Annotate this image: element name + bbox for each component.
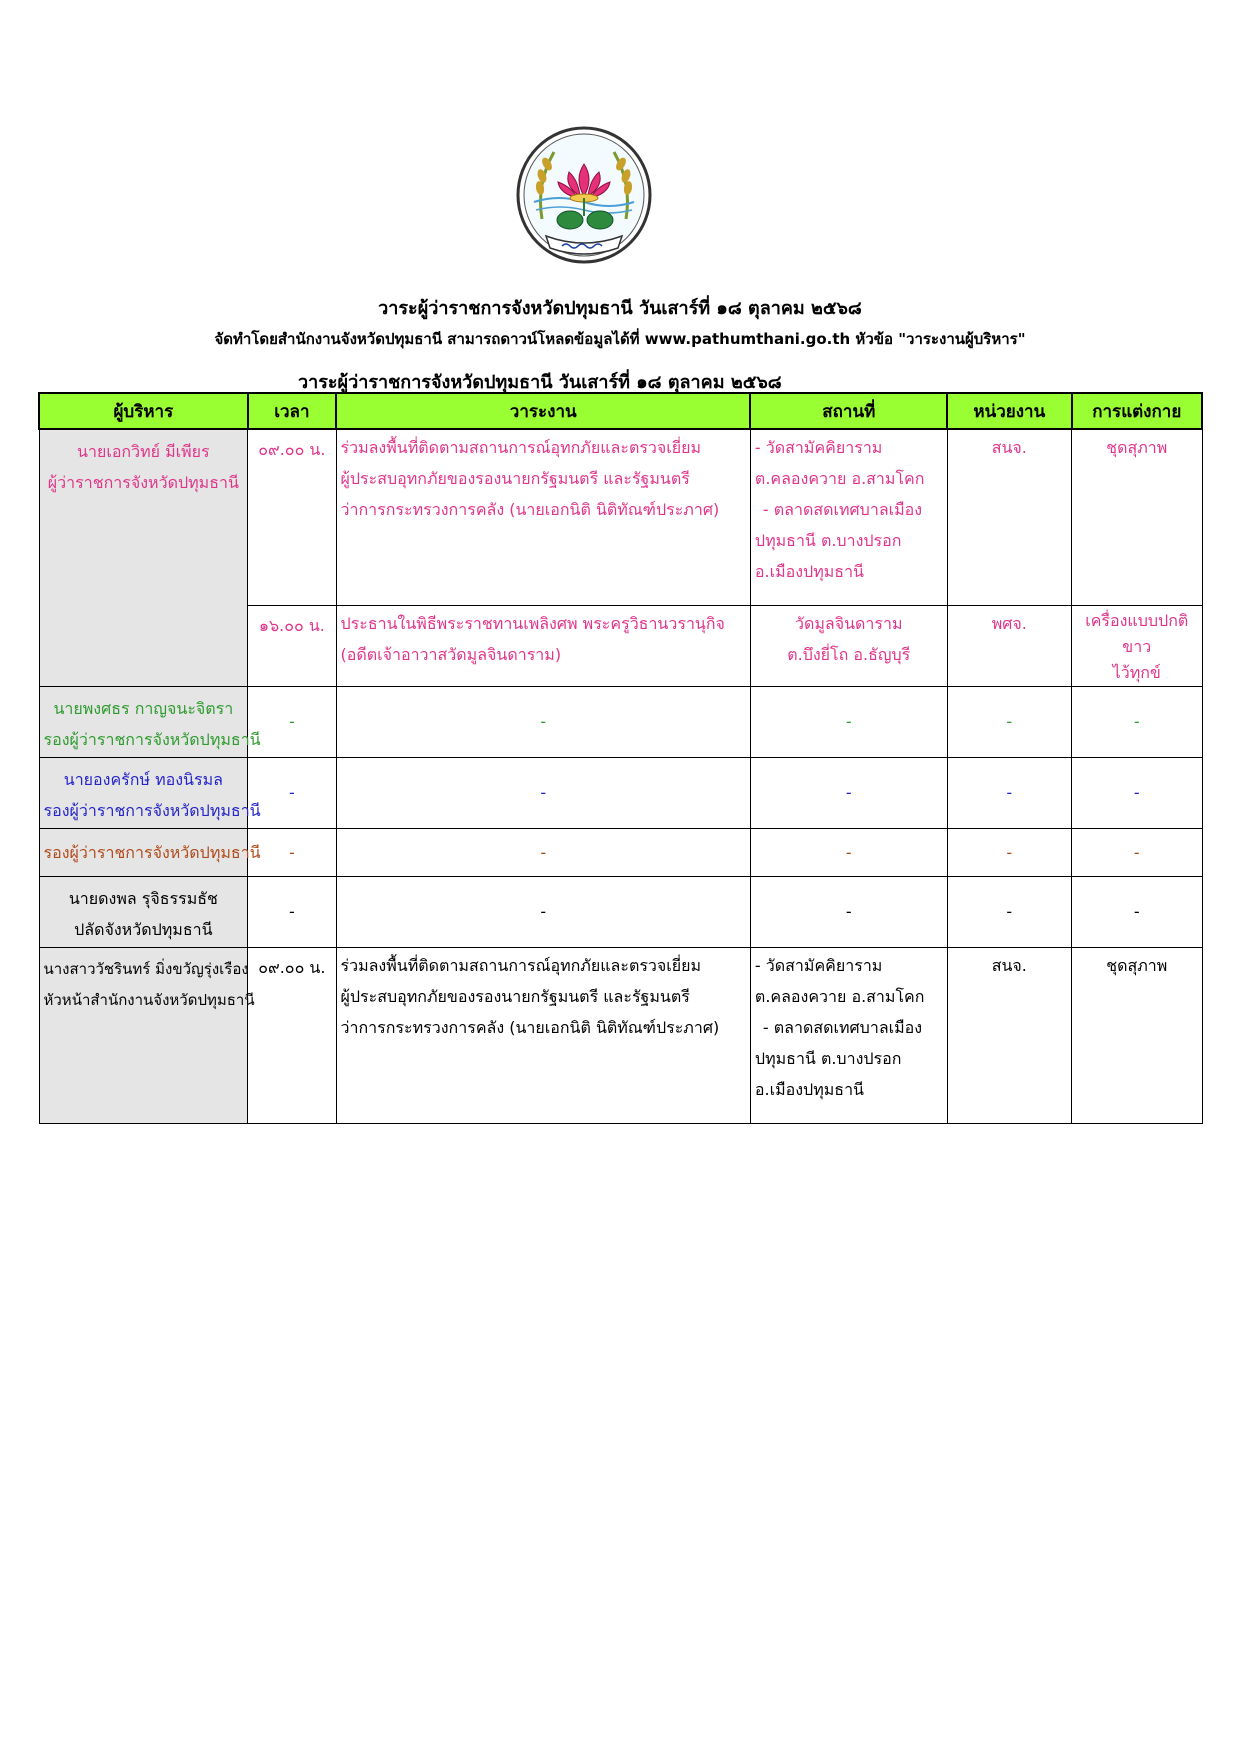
executive-name: นางสาววัชรินทร์ มิ่งขวัญรุ่งเรือง (43, 959, 249, 978)
place-line: อ.เมืองปทุมธานี (754, 562, 864, 581)
task-line: ว่าการกระทรวงการคลัง (นายเอกนิติ นิติทัณฑ์ประภาศ) (340, 500, 720, 519)
executive-name: นายเอกวิทย์ มีเพียร (77, 442, 210, 461)
executive-name: นายองครักษ์ ทองนิรมล (63, 769, 223, 789)
place-cell: - (750, 876, 947, 947)
dress-cell: ชุดสุภาพ (1072, 947, 1202, 1123)
task-line: ร่วมลงพื้นที่ติดตามสถานการณ์อุทกภัยและตรวจเยี่ยม (340, 955, 702, 975)
table-header-row (39, 393, 1202, 429)
executive-name: นายพงศธร กาญจนะจิตรา (53, 698, 234, 718)
pathum-thani-provincial-seal-icon (514, 124, 654, 266)
executive-cell (39, 876, 248, 947)
dress-cell: - (1072, 757, 1202, 828)
task-line: ร่วมลงพื้นที่ติดตามสถานการณ์อุทกภัยและตรวจเยี่ยม (340, 438, 702, 457)
place-line: ต.คลองควาย อ.สามโคก (754, 986, 925, 1006)
place-line: ต.บึงยี่โถ อ.ธัญบุรี (787, 644, 911, 664)
dress-cell: - (1072, 686, 1202, 757)
agency-cell: - (947, 757, 1071, 828)
time-cell: ๐๙.๐๐ น. (248, 947, 336, 1123)
executive-position: ปลัดจังหวัดปทุมธานี (74, 919, 213, 939)
place-line: - ตลาดสดเทศบาลเมือง (762, 500, 923, 519)
task-cell (336, 947, 750, 1123)
col-header-place: สถานที่ (750, 393, 947, 429)
page-title: วาระผู้ว่าราชการจังหวัดปทุมธานี วันเสาร์ที่ ๑๘ ตุลาคม ๒๕๖๘ (378, 298, 862, 319)
table-row (39, 876, 1202, 947)
executive-position: ผู้ว่าราชการจังหวัดปทุมธานี (47, 473, 239, 492)
dress-cell (1072, 605, 1202, 686)
task-line: ผู้ประสบอุทกภัยของรองนายกรัฐมนตรี และรัฐมนตรี (340, 469, 690, 488)
time-cell: ๑๖.๐๐ น. (248, 605, 336, 686)
agency-cell: - (947, 828, 1071, 876)
place-line: อ.เมืองปทุมธานี (754, 1079, 864, 1099)
executive-cell (39, 757, 261, 828)
place-line: - วัดสามัคคิยาราม (754, 955, 883, 975)
place-cell (750, 429, 947, 605)
task-line: ผู้ประสบอุทกภัยของรองนายกรัฐมนตรี และรัฐมนตรี (340, 986, 690, 1006)
executive-position: รองผู้ว่าราชการจังหวัดปทุมธานี (43, 800, 261, 820)
agency-cell: - (947, 686, 1071, 757)
place-cell: - (750, 686, 947, 757)
agency-cell: พศจ. (947, 605, 1071, 686)
executive-position: รองผู้ว่าราชการจังหวัดปทุมธานี (43, 729, 261, 749)
dress-cell: - (1072, 876, 1202, 947)
agenda-table (38, 392, 1203, 1124)
table-row (39, 947, 1202, 1123)
dress-line: เครื่องแบบปกติขาว (1085, 610, 1189, 656)
executive-cell (39, 947, 255, 1123)
place-cell (750, 605, 947, 686)
task-cell: - (336, 828, 750, 876)
place-line: ต.คลองควาย อ.สามโคก (754, 469, 925, 488)
dress-cell: ชุดสุภาพ (1072, 429, 1202, 605)
task-cell (336, 429, 750, 605)
executive-position: รองผู้ว่าราชการจังหวัดปทุมธานี (43, 842, 261, 862)
place-line: - วัดสามัคคิยาราม (754, 438, 883, 457)
table-row (39, 828, 1202, 876)
place-cell: - (750, 757, 947, 828)
table-row (39, 757, 1202, 828)
time-cell: - (248, 876, 336, 947)
task-line: ว่าการกระทรวงการคลัง (นายเอกนิติ นิติทัณฑ์ประภาศ) (340, 1017, 720, 1037)
place-line: วัดมูลจินดาราม (794, 613, 903, 633)
agency-cell: - (947, 876, 1071, 947)
agency-cell: สนจ. (947, 947, 1071, 1123)
task-cell: - (336, 757, 750, 828)
table-row (39, 429, 1202, 605)
place-cell: - (750, 828, 947, 876)
time-cell: ๐๙.๐๐ น. (248, 429, 336, 605)
task-line: (อดีตเจ้าอาวาสวัดมูลจินดาราม) (340, 644, 562, 664)
table-title: วาระผู้ว่าราชการจังหวัดปทุมธานี วันเสาร์ที่ ๑๘ ตุลาคม ๒๕๖๘ (298, 372, 782, 393)
executive-cell (39, 429, 248, 686)
task-cell: - (336, 686, 750, 757)
task-line: ประธานในพิธีพระราชทานเพลิงศพ พระครูวิธานวรานุกิจ (340, 613, 725, 633)
col-header-dress: การแต่งกาย (1072, 393, 1202, 429)
executive-cell (39, 686, 261, 757)
table-row (39, 686, 1202, 757)
col-header-executive: ผู้บริหาร (39, 393, 248, 429)
executive-name: นายดงพล รุจิธรรมธัช (68, 888, 218, 908)
col-header-agency: หน่วยงาน (947, 393, 1071, 429)
place-cell (750, 947, 947, 1123)
time-cell: - (248, 828, 336, 876)
time-cell: - (248, 686, 336, 757)
agency-cell: สนจ. (947, 429, 1071, 605)
col-header-time: เวลา (248, 393, 336, 429)
col-header-task: วาระงาน (336, 393, 750, 429)
dress-line: ไว้ทุกข์ (1112, 662, 1161, 682)
time-cell: - (248, 757, 336, 828)
task-cell: - (336, 876, 750, 947)
place-line: ปทุมธานี ต.บางปรอก (754, 531, 902, 550)
place-line: ปทุมธานี ต.บางปรอก (754, 1048, 902, 1068)
place-line: - ตลาดสดเทศบาลเมือง (762, 1017, 923, 1037)
source-note: จัดทำโดยสำนักงานจังหวัดปทุมธานี สามารถดาวน์โหลดข้อมูลได้ที่ www.pathumthani.go.th หัวข้อ "วาระงานผู้บริหาร" (214, 330, 1026, 348)
task-cell (336, 605, 750, 686)
dress-cell: - (1072, 828, 1202, 876)
executive-cell (39, 828, 261, 876)
executive-position: หัวหน้าสำนักงานจังหวัดปทุมธานี (43, 990, 255, 1009)
